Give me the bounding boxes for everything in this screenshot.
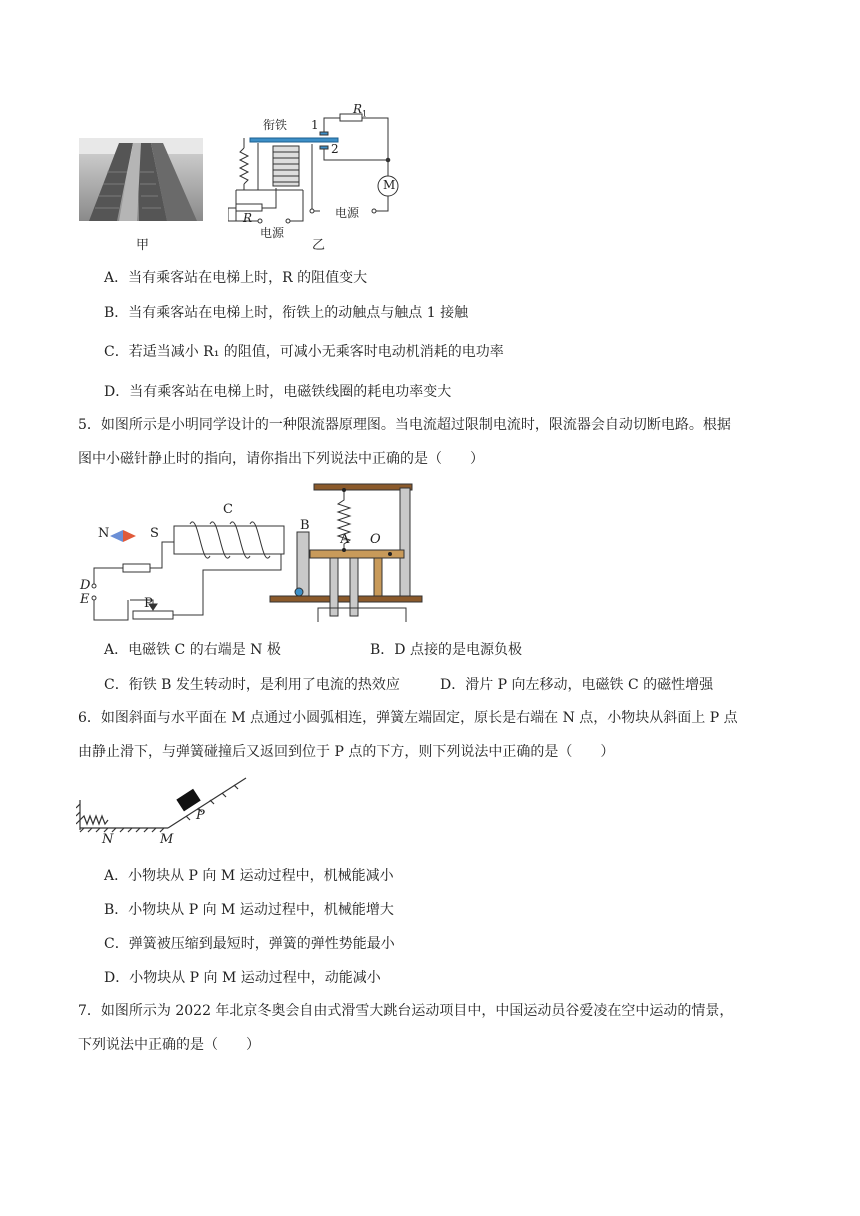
figure-label-jia: 甲 (136, 238, 150, 253)
escalator-photo (79, 138, 203, 221)
label-n: N (102, 832, 114, 847)
label-o: O (370, 532, 381, 547)
q5-option-b: B．D 点接的是电源负极 (370, 642, 522, 658)
q5-stem-line1: 5．如图所示是小明同学设计的一种限流器原理图。当电流超过限制电流时，限流器会自动切断电路。根据 (78, 417, 731, 433)
label-e: E (80, 592, 90, 607)
armature-label: 衔铁 (263, 118, 288, 132)
label-p: P (144, 596, 153, 611)
r-label: R (243, 211, 253, 225)
incline-spring-diagram (76, 772, 256, 852)
q6-stem-line2: 由静止滑下，与弹簧碰撞后又返回到位于 P 点的下方，则下列说法中正确的是（ ） (78, 744, 615, 760)
q4-option-b: B．当有乘客站在电梯上时，衔铁上的动触点与触点 1 接触 (104, 305, 469, 321)
q6-option-c: C．弹簧被压缩到最短时，弹簧的弹性势能最小 (104, 936, 395, 952)
q5-stem-line2: 图中小磁针静止时的指向，请你指出下列说法中正确的是（ ） (78, 451, 484, 467)
power-label-right: 电源 (335, 206, 360, 220)
label-s: S (150, 526, 159, 541)
power-label-bottom: 电源 (260, 226, 285, 240)
q5-option-d: D．滑片 P 向左移动，电磁铁 C 的磁性增强 (440, 677, 714, 693)
q5-option-c: C．衔铁 B 发生转动时，是利用了电流的热效应 (104, 677, 400, 693)
label-a: A (340, 532, 350, 547)
contact-2-label: 2 (331, 142, 339, 156)
q6-option-d: D．小物块从 P 向 M 运动过程中，动能减小 (104, 970, 381, 986)
label-c: C (223, 502, 233, 517)
q4-option-a: A．当有乘客站在电梯上时，R 的阻值变大 (104, 270, 368, 286)
q4-option-d: D．当有乘客站在电梯上时，电磁铁线圈的耗电功率变大 (104, 384, 452, 400)
compass-needle-icon (110, 530, 123, 542)
label-m: M (160, 832, 174, 847)
label-n: N (98, 526, 110, 541)
q5-option-a: A．电磁铁 C 的右端是 N 极 (104, 642, 281, 658)
q7-stem-line1: 7．如图所示为 2022 年北京冬奥会自由式滑雪大跳台运动项目中，中国运动员谷爱凌在空中运动的情景， (78, 1003, 734, 1019)
motor-label: M (383, 178, 396, 192)
label-b: B (300, 518, 310, 533)
q6-option-a: A．小物块从 P 向 M 运动过程中，机械能减小 (104, 868, 394, 884)
q7-stem-line2: 下列说法中正确的是（ ） (78, 1037, 260, 1053)
contact-1-label: 1 (311, 118, 319, 132)
figure-label-yi: 乙 (312, 238, 326, 253)
q6-option-b: B．小物块从 P 向 M 运动过程中，机械能增大 (104, 902, 394, 918)
current-limiter-diagram (78, 480, 423, 622)
r1-label: $R_1$ (353, 102, 368, 119)
q6-stem-line1: 6．如图斜面与水平面在 M 点通过小圆弧相连，弹簧左端固定，原长是右端在 N 点，小物块从斜面上 P 点 (78, 710, 738, 726)
relay-circuit-diagram (228, 102, 403, 254)
q4-option-c: C．若适当减小 R₁ 的阻值，可减小无乘客时电动机消耗的电功率 (104, 344, 504, 360)
label-p: P (196, 808, 205, 823)
label-d: D (80, 578, 91, 593)
